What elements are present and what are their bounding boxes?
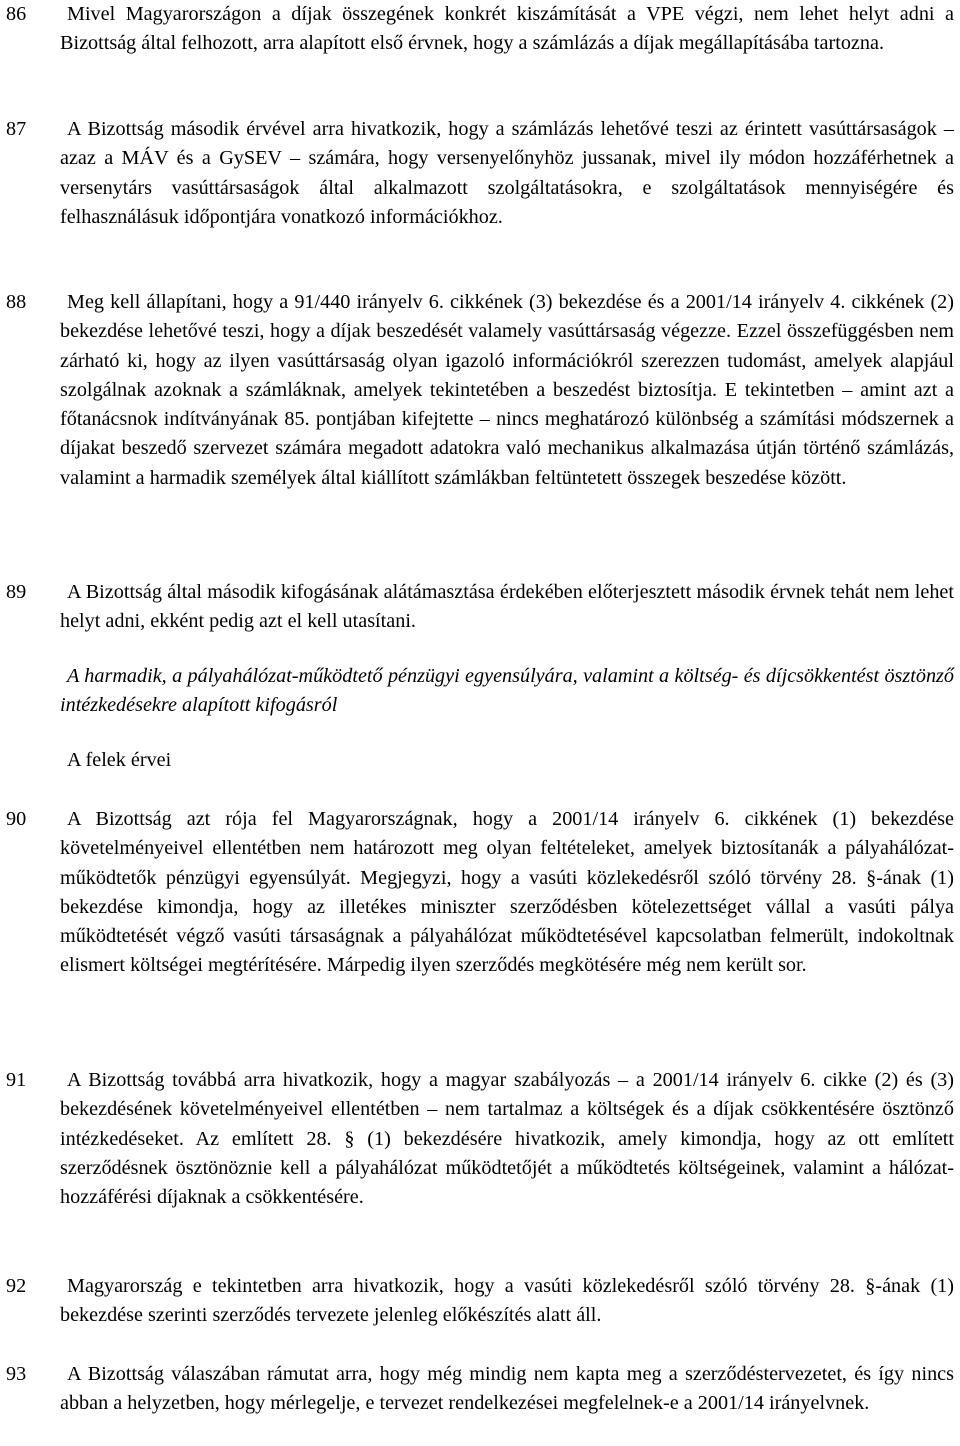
paragraph-number: 93 — [6, 1363, 27, 1385]
paragraph-text: Meg kell állapítani, hogy a 91/440 irányelv 6. cikkének (3) bekezdése és a 2001/14 irányelv 4. cikkének (2) bekezdése lehetővé teszi, hogy a díjak beszedését valamely vasúttársaság végezze. Ezzel összefüggésben nem zárható ki, hogy az ilyen vasúttársaság olyan igazoló információkról szerezzen tudomást, amelyek alapjául szolgálnak azoknak a számláknak, amelyek tekintetében a beszedést biztosítja. E tekintetben – amint azt a főtanácsnok indítványának 85. pontjában kifejtette – nincs meghatározó különbség a számítási módszernek a díjakat beszedő szervezet számára megadott adatokra való mechanikus alkalmazása útján történő számlázás, valamint a harmadik személyek által kiállított számlákban feltüntetett összegek beszedése között. — [60, 291, 954, 489]
paragraph-text: A Bizottság által második kifogásának alátámasztása érdekében előterjesztett második érvnek tehát nem lehet helyt adni, ekként pedig azt el kell utasítani. — [60, 581, 954, 633]
paragraph-number: 86 — [6, 3, 27, 25]
paragraph-number: 90 — [6, 808, 27, 830]
paragraph-number: 91 — [6, 1069, 27, 1091]
paragraph-number: 87 — [6, 118, 27, 140]
paragraph-text: A Bizottság azt rója fel Magyarországnak, hogy a 2001/14 irányelv 6. cikkének (1) bekezdése követelményeivel ellentétben nem határozott meg olyan feltételeket, amelyek biztosítanák a pályahálózat-működtetők pénzügyi egyensúlyát. Megjegyzi, hogy a vasúti közlekedésről szóló törvény 28. §-ának (1) bekezdése kimondja, hogy az illetékes miniszter szerződésben kötelezettséget vállal a vasúti pálya működtetését végző vasúti társaságnak a pályahálózat működtetésével kapcsolatban felmerült, indokoltnak elismert költségei megtérítésére. Márpedig ilyen szerződés megkötésére még nem került sor. — [60, 808, 954, 977]
subheading: A felek érvei — [67, 749, 172, 771]
paragraph-text: A Bizottság második érvével arra hivatkozik, hogy a számlázás lehetővé teszi az érintett vasúttársaságok – azaz a MÁV és a GySEV – számára, hogy versenyelőnyhöz jussanak, mivel ily módon hozzáférhetnek a versenytárs vasúttársaságok által alkalmazott szolgáltatásokra, e szolgáltatások mennyiségére és felhasználásuk időpontjára vonatkozó információkhoz. — [60, 118, 954, 228]
paragraph-text: Mivel Magyarországon a díjak összegének konkrét kiszámítását a VPE végzi, nem lehet helyt adni a Bizottság által felhozott, arra alapított első érvnek, hogy a számlázás a díjak megállapításába tartozna. — [60, 3, 954, 55]
paragraph-number: 88 — [6, 291, 27, 313]
section-heading: A harmadik, a pályahálózat-működtető pénzügyi egyensúlyára, valamint a költség- és díjcsökkentést ösztönző intézkedésekre alapított kifogásról — [60, 665, 954, 717]
paragraph-text: Magyarország e tekintetben arra hivatkozik, hogy a vasúti közlekedésről szóló törvény 28. §-ának (1) bekezdése szerinti szerződés tervezete jelenleg előkészítés alatt áll. — [60, 1275, 954, 1327]
paragraph-number: 92 — [6, 1275, 27, 1297]
paragraph-text: A Bizottság továbbá arra hivatkozik, hogy a magyar szabályozás – a 2001/14 irányelv 6. cikke (2) és (3) bekezdésének követelményeivel ellentétben – nem tartalmaz a költségek és a díjak csökkentésére ösztönző intézkedéseket. Az említett 28. § (1) bekezdésére hivatkozik, amely kimondja, hogy az ott említett szerződésnek ösztönöznie kell a pályahálózat működtetőjét a működtetés költségeinek, valamint a hálózat-hozzáférési díjaknak a csökkentésére. — [60, 1069, 954, 1209]
paragraph-text: A Bizottság válaszában rámutat arra, hogy még mindig nem kapta meg a szerződéstervezetet, és így nincs abban a helyzetben, hogy mérlegelje, e tervezet rendelkezései megfelelnek-e a 2001/14 irányelvnek. — [60, 1363, 954, 1415]
paragraph-number: 89 — [6, 581, 27, 603]
